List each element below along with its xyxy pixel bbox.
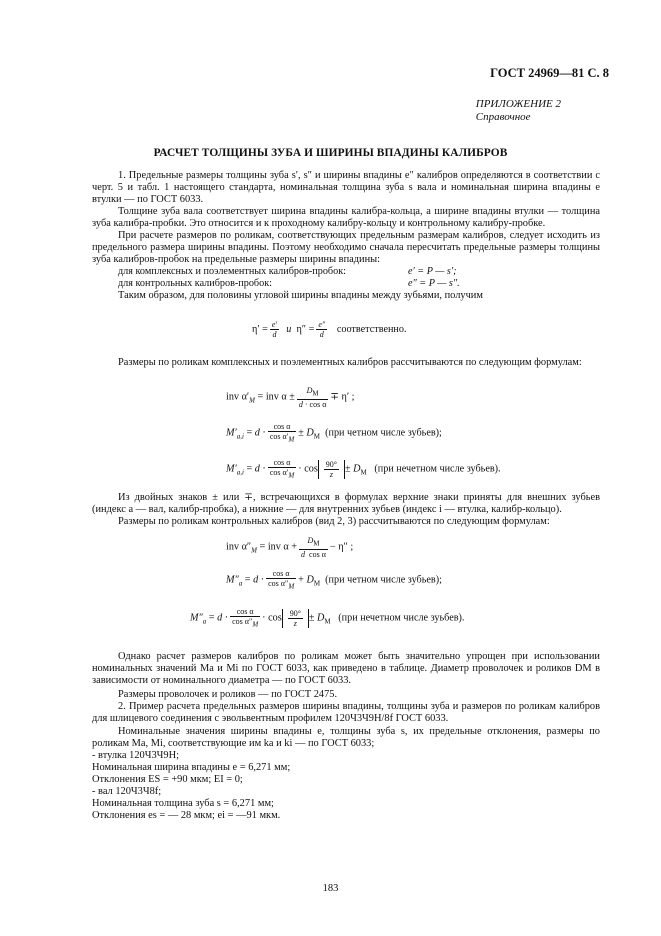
list-formula-1: e′ = P — s′; [408, 266, 457, 277]
paragraph-1: 1. Предельные размеры толщины зуба s′, s″ и ширины впадины e″ калибров определяются в соответствии с черт. 5 и табл. 1 настоящего стандарта, номинальная толщина зуба s вала и номинальная ширина впадины e втулки — по ГОСТ 6033. [92, 170, 600, 205]
example-item-4: - вал 120Ч3Ч8f; [92, 786, 162, 797]
example-item-5: Номинальная толщина зуба s = 6,271 мм; [92, 798, 274, 809]
appendix-label [476, 98, 561, 124]
example-item-3: Отклонения ES = +90 мкм; EI = 0; [92, 774, 243, 785]
formula-m-double-odd: $M''_a = d$ · $\frac{\text{cos α}}{\cos \alpha''_M}$ · cos $\frac{90^\circ}{z}$ ± $D_M$ (при нечетном числе зуьбев). [190, 607, 465, 629]
paragraph-10: 2. Пример расчета предельных размеров ширины впадины, толщины зуба и размеров по роликам калибров для шлицевого соединения с эвольвентным профилем 120Ч3Ч9Н/8f ГОСТ 6033. [92, 701, 600, 724]
paragraph-2: Толщине зуба вала соответствует ширина впадины калибра-кольца, а ширине впадины втулки — толщина зуба калибра-пробки. Это относится и к проходному калибру-кольцу и контрольному калибру-пробке. [92, 206, 600, 229]
paragraph-8: Однако расчет размеров калибров по роликам может быть значительно упрощен при использовании номинальных значений Ma и Mi по ГОСТ 6033, как приведено в таблице. Диаметр проволочек и роликов DM в зависимости от номинального диаметра — по ГОСТ 6033. [92, 651, 600, 686]
example-item-1: - втулка 120Ч3Ч9Н; [92, 750, 180, 761]
formula-even-note-2: (при четном числе зубьев); [325, 574, 442, 586]
paragraph-3: При расчете размеров по роликам, соответствующих предельным размерам калибров, следует исходить из предельного размера ширины впадины. Поэтому необходимо сначала пересчитать предельные размеры толщины зуба калибров-пробок на предельные размеры ширины впадины: [92, 230, 600, 265]
paragraph-5: Размеры по роликам комплексных и поэлементных калибров рассчитываются по следующим формулам: [118, 357, 582, 368]
formula-odd-note: (при нечетном числе зубьев). [374, 463, 501, 475]
appendix-number: ПРИЛОЖЕНИЕ 2 [475, 98, 561, 110]
list-label-2: для контрольных калибров-пробок: [118, 278, 272, 289]
formula-even-note: (при четном числе зубьев); [325, 427, 442, 439]
appendix-kind: Справочное [475, 111, 531, 123]
formula-eta: η′ = $\frac{e'}{d}$ и η″ = $\frac{e''}{d}$ соответственно. [252, 320, 407, 339]
formula-inv-alpha-prime: inv $\alpha'_M$ = inv α ± $\frac{D_M}{\text{d · cos α}}$ ∓ η′ ; [226, 386, 355, 409]
formula-eta-note: соответственно. [336, 323, 407, 335]
paragraph-7: Размеры по роликам контрольных калибров (вид 2, 3) рассчитываются по следующим формулам: [118, 516, 550, 527]
paragraph-11: Номинальные значения ширины впадины e, толщины зуба s, их предельные отклонения, размеры по роликам Ma, Mi, соответствующие им ka и ki — по ГОСТ 6033; [92, 726, 600, 749]
doc-header: ГОСТ 24969—81 С. 8 [490, 66, 609, 80]
section-title: РАСЧЕТ ТОЛЩИНЫ ЗУБА И ШИРИНЫ ВПАДИНЫ КАЛИБРОВ [153, 147, 508, 159]
formula-odd-note-2: (при нечетном числе зуьбев). [338, 612, 465, 624]
list-label-1: для комплексных и поэлементных калибров-пробок: [118, 266, 346, 277]
list-formula-2: e″ = P — s″. [408, 278, 460, 289]
example-item-2: Номинальная ширина впадины e = 6,271 мм; [92, 762, 291, 773]
paragraph-9: Размеры проволочек и роликов — по ГОСТ 2475. [118, 689, 338, 700]
formula-m-prime-even: $M'_{a,i} = d$ · $\frac{\text{cos α}}{\cos \alpha'_M}$ ± $D_M$ (при четном числе зубьев); [226, 422, 442, 444]
formula-m-double-even: $M''_a = d$ · $\frac{\text{cos α}}{\cos \alpha''_M}$ + $D_M$ (при четном числе зубьев); [226, 569, 442, 591]
formula-m-prime-odd: $M'_{a,i} = d$ · $\frac{\text{cos α}}{\cos \alpha'_M}$ · cos $\frac{90^\circ}{z}$ ± $D_M$ (при нечетном числе зубьев). [226, 458, 501, 480]
example-item-6: Отклонения es = — 28 мкм; ei = —91 мкм. [92, 810, 281, 821]
paragraph-6: Из двойных знаков ± или ∓, встречающихся в формулах верхние знаки приняты для внешних зубьев (индекс a — вал, калибр-пробка), а нижние — для внутренних зубьев (индекс i — втулка, калибр-кольцо). [92, 492, 600, 515]
page-number: 183 [322, 883, 339, 894]
paragraph-4: Таким образом, для половины угловой ширины впадины между зубьями, получим [118, 290, 483, 301]
formula-inv-alpha-double: inv $\alpha''_M$ = inv α + $\frac{D_M}{\text{d cos α}}$ − η″ ; [226, 536, 354, 559]
